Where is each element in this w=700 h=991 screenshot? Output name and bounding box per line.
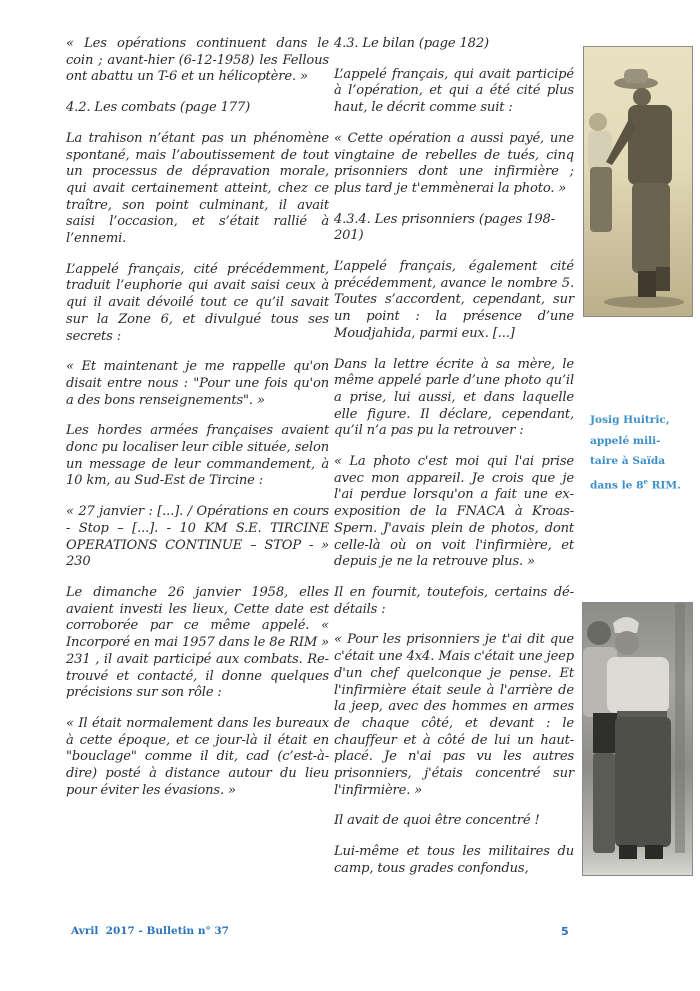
caption-line-2: appelé mili-	[590, 434, 661, 447]
caption-line-4-end: RIM.	[647, 479, 681, 492]
paragraph-appele-euphorie: L’appelé français, cité précédemment, traduit l’euphorie qui avait saisi ceux à qui il avait dévoilé tout ce qu’il savait sur la Zone 6, et divulgué tous ses secrets :	[66, 261, 329, 344]
soldier-figure-illustration	[584, 47, 692, 316]
caption-line-3: taire à Saïda	[590, 455, 666, 467]
section-heading-prisonniers: 4.3.4. Les prisonniers (pages 198-201)	[334, 211, 555, 244]
paragraph-quote-renseignements: « Et maintenant je me rappelle qu'on disait entre nous : "Pour une fois qu'on a des bons renseignements". »	[66, 359, 329, 408]
paragraph-quote-photo: « La photo c'est moi qui l'ai prise avec mon appareil. Je crois que je l'ai perdue lorsqu'on a fait une exexposition de la FNACA à Kroas-Spern. J'avais plein de photos, dont celle-là où on voit l'infirmière, et depuis je ne la retrouve plus. »	[334, 454, 574, 570]
paragraph-nombre-5: L’appelé français, également cité précédemment, avance le nombre 5. Toutes s’accordent, cependant, sur un point : la présence d’une Moudjahida, parmi eux. [...]	[334, 259, 574, 341]
soldiers-illustration	[583, 603, 692, 875]
section-heading-combats: 4.2. Les combats (page 177)	[66, 100, 251, 116]
paragraph-lui-meme: Lui-même et tous les militaires du camp, tous grades confondus,	[334, 844, 574, 876]
page-number: 5	[561, 925, 569, 938]
middle-column	[334, 36, 574, 892]
paragraph-trahison: La trahison n’étant pas un phénomène spontané, mais l’aboutissement de tout un processus de dépravation morale, qui avait certainement atteint, chez ce traître, son point culminant, il avait saisi l’occasion, et s’était rallié à l’ennemi.	[66, 130, 329, 247]
caption-line-1: Josig Huitric,	[590, 414, 670, 426]
paragraph-concentre: Il avait de quoi être concentré !	[334, 813, 540, 829]
paragraph-quote-operation-paye: « Cette opération a aussi payé, une vingtaine de rebelles de tués, cinq prisonniers dont une infirmière ; plus tard je t'emmènerai la photo. »	[334, 130, 574, 196]
caption-line-4	[590, 472, 695, 496]
soldier-photo-1	[583, 46, 693, 317]
paragraph-quote-jeep: « Pour les prisonniers je t'ai dit que c'était une 4x4. Mais c'était une jeep d'un chef quelconque je pense. Et l'infirmière était seule à l'arrière de la jeep, avec des hommes en armes de chaque côté, et devant : le chauffeur et à côté de lui un haut-placé. Je n'ai pas vu les autres prisonniers, j'étais concentré sur l'infirmière. »	[334, 632, 574, 798]
paragraph-quote-operations: « Les opérations continuent dans le coin ; avant-hier (6-12-1958) les Fellous ont abattu un T-6 et un hélicoptère. »	[66, 36, 329, 85]
soldiers-photo-2	[582, 602, 693, 876]
paragraph-quote-bouclage: « Il était normalement dans les bureaux à cette époque, et ce jour-là il était en "bouclage" comme il dit, cad (c’est-à-dire) posté à distance autour du lieu pour éviter les évasions. »	[66, 715, 329, 798]
paragraph-appele-decrit: L’appelé français, qui avait participé à l’opération, et qui a été cité plus haut, le décrit comme suit :	[334, 66, 574, 116]
paragraph-hordes: Les hordes armées françaises avaient donc pu localiser leur cible située, selon un message de leur commandement, à 10 km, au Sud-Est de Tircine :	[66, 423, 329, 489]
section-heading-bilan: 4.3. Le bilan (page 182)	[334, 36, 490, 51]
caption-superscript: e	[643, 476, 648, 486]
paragraph-lettre-mere: Dans la lettre écrite à sa mère, le même appelé parle d’une photo qu’il a prise, lui aussi, et dans laquelle elle figure. Il déclare, cependant, qu’il n’a pas pu la retrouver :	[334, 356, 574, 439]
photo-caption	[590, 410, 695, 496]
caption-line-4-text: dans le 8	[590, 479, 644, 492]
paragraph-details: Il en fournit, toutefois, certains dédétails :	[334, 584, 574, 617]
bulletin-footer: Avril 2017 - Bulletin n° 37	[71, 925, 229, 937]
left-column	[66, 36, 329, 813]
paragraph-dimanche: Le dimanche 26 janvier 1958, elles avaient investi les lieux, Cette date est corroborée par ce même appelé. « Incorporé en mai 1957 dans le 8e RIM » 231 , il avait participé aux combats. Retrouvé et contacté, il donne quelques précisions sur son rôle :	[66, 584, 329, 701]
paragraph-quote-message: « 27 janvier : [...]. / Opérations en cours - Stop – [...]. - 10 KM S.E. TIRCINE OPERATIONS CONTINUE – STOP - » 230	[66, 504, 329, 570]
